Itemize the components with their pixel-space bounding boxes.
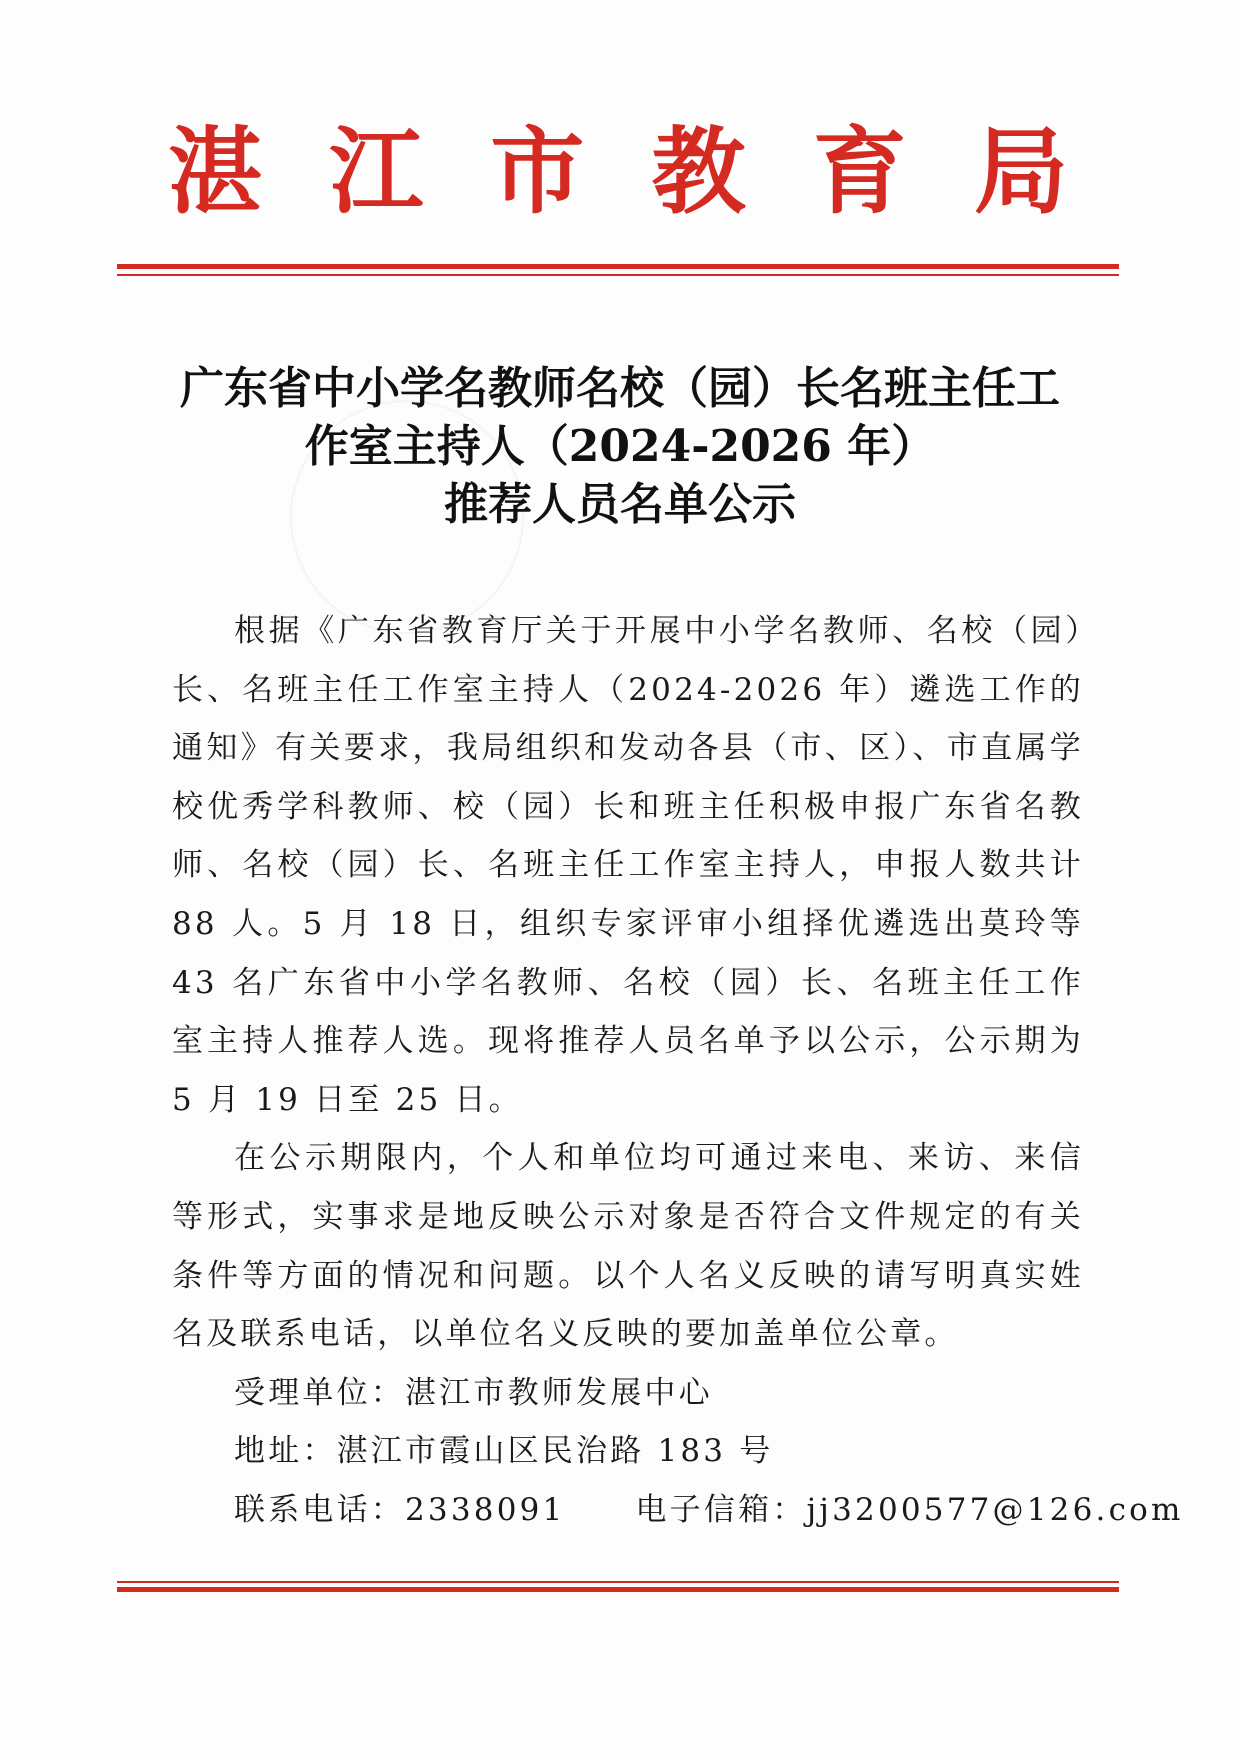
letterhead-title (168, 117, 1068, 227)
header-rule-thick (117, 264, 1119, 269)
contact-address: 地址：湛江市霞山区民治路 183 号 (234, 1433, 774, 1470)
letterhead-char: 育 (812, 117, 907, 227)
document-title (120, 360, 1120, 534)
contact-phone-email-line (172, 1481, 1184, 1540)
letterhead-char: 市 (490, 117, 585, 227)
footer-rule-thin (117, 1581, 1119, 1583)
letterhead-char: 江 (329, 117, 424, 227)
title-line-2: 作室主持人（2024-2026 年） (304, 421, 936, 472)
contact-phone: 联系电话：2338091 (234, 1491, 566, 1528)
letterhead-char: 湛 (168, 117, 263, 227)
document-body (172, 602, 1184, 1540)
contact-email: 电子信箱：jj3200577@126.com (635, 1491, 1184, 1528)
contact-unit: 受理单位：湛江市教师发展中心 (234, 1374, 713, 1411)
header-rule-thin (117, 274, 1119, 276)
footer-rule-thick (117, 1587, 1119, 1592)
title-line-3: 推荐人员名单公示 (444, 479, 796, 530)
body-paragraph-2: 在公示期限内，个人和单位均可通过来电、来访、来信等形式，实事求是地反映公示对象是否符合文件规定的有关条件等方面的情况和问题。以个人名义反映的请写明真实姓名及联系电话，以单位名义反映的要加盖单位公章。 (172, 1140, 1084, 1353)
body-paragraph-1: 根据《广东省教育厅关于开展中小学名教师、名校（园）长、名班主任工作室主持人（2024-2026 年）遴选工作的通知》有关要求，我局组织和发动各县（市、区）、市直属学校优秀学科教师、校（园）长和班主任积极申报广东省名教师、名校（园）长、名班主任工作室主持人，申报人数共计 88 人。5 月 18 日，组织专家评审小组择优遴选出莫玲等 43 名广东省中小学名教师、名校（园）长、名班主任工作室主持人推荐人选。现将推荐人员名单予以公示，公示期为 5 月 19 日至 25 日。 (172, 613, 1084, 1118)
title-line-1: 广东省中小学名教师名校（园）长名班主任工 (180, 363, 1060, 414)
letterhead-char: 局 (973, 117, 1068, 227)
letterhead-char: 教 (651, 117, 746, 227)
